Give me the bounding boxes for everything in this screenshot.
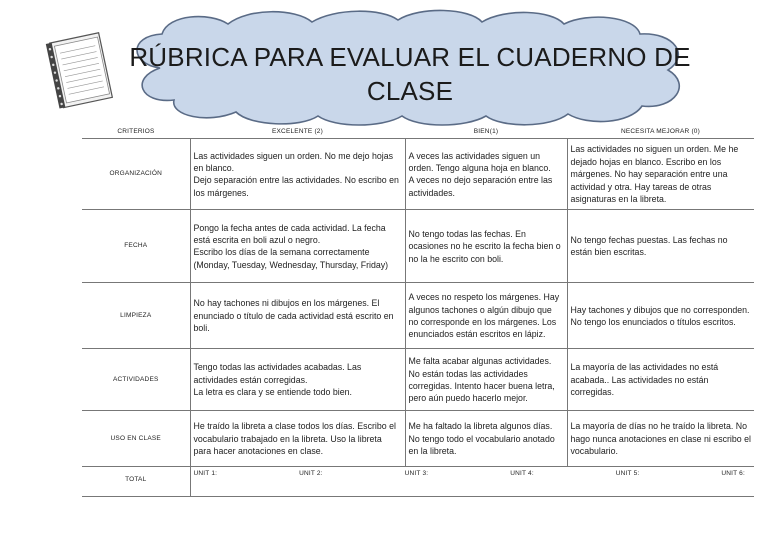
criterion-cell: FECHA — [82, 210, 190, 283]
header-needs-improvement: NECESITA MEJORAR (0) — [620, 128, 700, 135]
criterion-cell: ORGANIZACIÓN — [82, 139, 190, 210]
criterion-cell: LIMPIEZA — [82, 283, 190, 349]
unit-3-label: UNIT 3: — [404, 470, 429, 478]
table-row — [82, 411, 754, 467]
header-criteria: CRITERIOS — [117, 128, 155, 135]
unit-1-label: UNIT 1: — [193, 470, 218, 478]
criterion-cell: ACTIVIDADES — [82, 349, 190, 411]
table-header-row — [82, 126, 754, 139]
units-cell — [190, 467, 754, 497]
needs-improvement-cell: La mayoría de las actividades no está acabada.. Las actividades no están corregidas. — [570, 362, 719, 398]
excellent-cell: Las actividades siguen un orden. No me dejo hojas en blanco. Dejo separación entre las actividades. No escribo en los márgenes. — [190, 139, 405, 210]
needs-improvement-cell: Hay tachones y dibujos que no corresponden. No tengo los enunciados o títulos escritos. — [570, 304, 750, 327]
unit-4-label: UNIT 4: — [510, 470, 534, 478]
needs-improvement-cell: No tengo fechas puestas. Las fechas no están bien escritas. — [570, 235, 728, 258]
needs-improvement-cell: La mayoría de días no he traído la libreta. No hago nunca anotaciones en clase ni escribo el vocabulario. — [570, 421, 751, 457]
good-cell: No tengo todas las fechas. En ocasiones no he escrito la fecha bien o no la he escrito con boli. — [405, 210, 567, 283]
table-row — [82, 349, 754, 411]
unit-2-label: UNIT 2: — [299, 470, 323, 478]
excellent-cell: He traído la libreta a clase todos los días. Escribo el vocabulario trabajado en la libreta. Uso la libreta para hacer anotaciones en clase. — [190, 411, 405, 467]
excellent-cell: Tengo todas las actividades acabadas. Las actividades están corregidas. La letra es clara y se entiende todo bien. — [190, 349, 405, 411]
header-excellent: EXCELENTE (2) — [271, 128, 323, 135]
excellent-cell: No hay tachones ni dibujos en los márgenes. El enunciado o título de cada actividad está escrito en boli. — [190, 283, 405, 349]
total-label: TOTAL — [82, 467, 190, 497]
table-row — [82, 283, 754, 349]
page-title: RÚBRICA PARA EVALUAR EL CUADERNO DE CLASE — [129, 42, 691, 106]
criterion-cell: USO EN CLASE — [82, 411, 190, 467]
good-cell: A veces las actividades siguen un orden. Tengo alguna hoja en blanco. A veces no dejo separación entre las actividades. — [405, 139, 567, 210]
rubric-table — [82, 126, 754, 497]
units-list — [194, 468, 752, 480]
table-row — [82, 139, 754, 210]
excellent-cell: Pongo la fecha antes de cada actividad. La fecha está escrita en boli azul o negro. Escribo los días de la semana correctamente (Monday, Tuesday, Wednesday, Thursday, Friday) — [190, 210, 405, 283]
good-cell: Me ha faltado la libreta algunos días. No tengo todo el vocabulario anotado en la libreta. — [405, 411, 567, 467]
notebook-icon — [42, 25, 122, 115]
good-cell: Me falta acabar algunas actividades. No están todas las actividades corregidas. Intento hacer buena letra, pero aún puedo hacerlo mejor. — [405, 349, 567, 411]
good-cell: A veces no respeto los márgenes. Hay algunos tachones o algún dibujo que no corresponde en los márgenes. Los enunciados están escritos en lápiz. — [405, 283, 567, 349]
unit-5-label: UNIT 5: — [615, 470, 640, 478]
header-good: BIEN(1) — [473, 128, 499, 135]
table-row — [82, 210, 754, 283]
total-row — [82, 467, 754, 497]
needs-improvement-cell: Las actividades no siguen un orden. Me he dejado hojas en blanco. Escribo en los márgenes. No hay separación entre una actividad y otra. Hay tareas de otras asignaturas en la libreta. — [570, 144, 739, 205]
unit-6-label: UNIT 6: — [721, 470, 745, 478]
title-cloud — [90, 6, 730, 128]
